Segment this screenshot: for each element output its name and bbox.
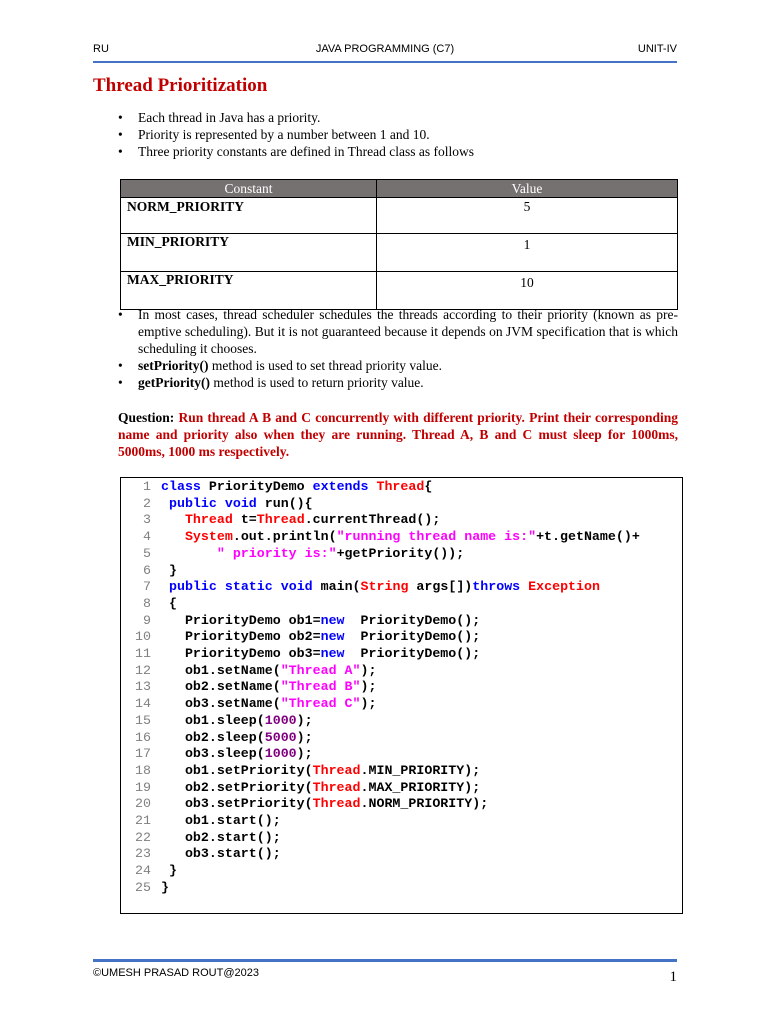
question-label: Question: — [118, 410, 175, 425]
code-token: public — [168, 579, 217, 595]
code-line-number: 20 — [135, 796, 151, 812]
code-line — [161, 713, 313, 728]
code-line — [161, 846, 281, 861]
code-line — [161, 863, 177, 878]
code-token: ); — [360, 662, 377, 678]
code-token: .NORM_PRIORITY); — [360, 796, 489, 812]
code-line-number: 7 — [143, 579, 151, 595]
code-token — [161, 496, 169, 511]
code-line-number: 18 — [135, 762, 151, 778]
code-token: 1000 — [264, 712, 297, 728]
code-token: String — [360, 579, 409, 595]
code-line — [161, 646, 480, 661]
list-item: • In most cases, thread scheduler schedules the threads according to their priority (known as pre-emptive scheduling). But it is not guaranteed because it depends on JVM specification that is which scheduling it chooses. — [118, 306, 678, 357]
code-line-number: 15 — [135, 712, 151, 728]
code-token: ); — [360, 679, 377, 695]
code-token: ob1.sleep( — [161, 712, 265, 728]
code-token: "Thread C" — [280, 696, 361, 712]
code-token: { — [161, 595, 177, 611]
code-line-number: 23 — [135, 846, 151, 862]
value-cell: 5 — [377, 198, 678, 234]
code-token: new — [320, 629, 345, 645]
code-token — [161, 579, 169, 594]
code-token: throws — [472, 579, 521, 595]
code-token: +getPriority()); — [336, 545, 465, 561]
code-token: ob1.setPriority( — [161, 762, 313, 778]
code-token: ob2.start(); — [161, 829, 281, 845]
code-line-number: 17 — [135, 746, 151, 762]
code-token: new — [320, 646, 345, 661]
column-header-constant: Constant — [121, 180, 377, 198]
code-line-number: 8 — [143, 595, 151, 611]
code-token: .currentThread(); — [304, 512, 441, 528]
header-right: UNIT-IV — [637, 43, 677, 55]
constant-cell: MAX_PRIORITY — [121, 272, 377, 310]
code-token: { — [424, 479, 433, 494]
code-token — [161, 512, 185, 527]
code-token: class — [161, 479, 201, 494]
intro-bullet-list — [118, 109, 678, 160]
table-header-row — [121, 180, 678, 198]
code-token: } — [161, 562, 177, 578]
notes-bullet-list — [118, 306, 678, 391]
code-token: PriorityDemo ob2= — [161, 629, 321, 645]
code-line — [161, 596, 177, 611]
code-token: +t.getName()+ — [536, 529, 640, 545]
code-line — [161, 496, 313, 511]
code-token: PriorityDemo(); — [344, 629, 481, 645]
code-token: ob3.setName( — [161, 696, 281, 712]
code-line-number: 4 — [143, 529, 151, 545]
code-line — [161, 613, 480, 628]
code-line-number: 3 — [143, 512, 151, 528]
code-token: PriorityDemo — [200, 479, 313, 494]
code-token: ob3.sleep( — [161, 746, 265, 762]
code-token: new — [320, 612, 345, 628]
code-token: ob1.setName( — [161, 662, 281, 678]
code-token: ); — [296, 729, 313, 745]
code-token: 5000 — [264, 729, 297, 745]
code-line — [161, 529, 640, 544]
page-title: Thread Prioritization — [93, 75, 268, 96]
code-line-number: 24 — [135, 863, 151, 879]
code-line — [161, 512, 440, 527]
code-token: ob2.setPriority( — [161, 779, 313, 795]
code-token: extends — [312, 479, 369, 494]
code-line — [161, 563, 177, 578]
code-line — [161, 696, 376, 711]
code-token: PriorityDemo ob1= — [161, 612, 321, 628]
constant-cell: MIN_PRIORITY — [121, 234, 377, 272]
footer-copyright: ©UMESH PRASAD ROUT@2023 — [93, 967, 259, 979]
code-token: ob2.sleep( — [161, 729, 265, 745]
code-token: Thread — [376, 479, 425, 494]
question-text: Run thread A B and C concurrently with different priority. Print their corresponding name and priority also when they are running. Thread A, B and C must sleep for 1000ms, 5000ms, 1000 ms respectively. — [118, 410, 679, 459]
code-line — [161, 479, 432, 494]
code-line-number: 14 — [135, 696, 151, 712]
code-token: "Thread A" — [280, 662, 361, 678]
header-center: JAVA PROGRAMMING (C7) — [315, 43, 455, 55]
code-token — [520, 579, 528, 594]
code-token: t= — [232, 512, 257, 528]
code-token: .MIN_PRIORITY); — [360, 762, 481, 778]
list-item — [118, 374, 678, 391]
list-item: • Each thread in Java has a priority. — [118, 109, 678, 126]
code-token: ob3.start(); — [161, 846, 281, 862]
code-token: .out.println( — [232, 529, 337, 545]
code-line-number: 13 — [135, 679, 151, 695]
code-line — [161, 796, 488, 811]
code-token: ob2.setName( — [161, 679, 281, 695]
code-token — [161, 529, 185, 544]
code-token: args[]) — [408, 579, 473, 595]
code-token — [273, 579, 281, 594]
code-token: run(){ — [256, 495, 313, 511]
header-rule — [93, 61, 677, 63]
code-token — [217, 579, 225, 594]
code-token: void — [280, 579, 313, 595]
code-line-number: 5 — [143, 545, 151, 561]
code-line-number: 11 — [135, 646, 151, 661]
value-cell: 10 — [377, 272, 678, 310]
code-line — [161, 579, 600, 594]
code-line — [161, 546, 464, 561]
code-token: ); — [296, 712, 313, 728]
code-token: ob1.start(); — [161, 813, 281, 828]
code-line-number: 21 — [135, 813, 151, 828]
code-line-number: 1 — [143, 479, 151, 494]
page-number: 1 — [669, 969, 677, 985]
code-token: 1000 — [264, 746, 297, 762]
code-token: public — [168, 495, 217, 511]
code-line-number: 22 — [135, 829, 151, 845]
code-line — [161, 830, 281, 845]
code-token: ); — [360, 696, 377, 712]
code-line — [161, 730, 313, 745]
question-block — [118, 409, 678, 460]
method-name: setPriority() — [138, 358, 209, 373]
code-token: " priority is:" — [216, 545, 337, 561]
code-line — [161, 629, 480, 644]
code-token: "running thread name is:" — [336, 529, 537, 545]
value-cell: 1 — [377, 234, 678, 272]
code-line-number: 2 — [143, 495, 151, 511]
code-token — [217, 496, 225, 511]
code-line-number: 16 — [135, 729, 151, 745]
method-description: method is used to set thread priority value. — [208, 358, 443, 373]
code-line-number: 12 — [135, 662, 151, 678]
constant-cell: NORM_PRIORITY — [121, 198, 377, 234]
code-listing — [120, 477, 683, 914]
table-row — [121, 234, 678, 272]
code-token: ob3.setPriority( — [161, 796, 313, 812]
code-line-number: 10 — [135, 629, 151, 645]
table-row — [121, 272, 678, 310]
code-line — [161, 663, 376, 678]
code-token: main( — [312, 579, 361, 595]
code-token: Thread — [256, 512, 305, 528]
code-token: Thread — [312, 796, 361, 812]
code-token: PriorityDemo(); — [344, 646, 481, 661]
code-line — [161, 780, 480, 795]
code-token: PriorityDemo ob3= — [161, 646, 321, 661]
code-line-number: 9 — [143, 612, 151, 628]
code-token: } — [161, 879, 169, 895]
code-line — [161, 880, 169, 895]
code-token: } — [161, 863, 177, 879]
code-line-number: 19 — [135, 779, 151, 795]
page-footer — [93, 967, 677, 985]
code-token: static — [224, 579, 273, 595]
code-line — [161, 746, 313, 761]
code-line — [161, 813, 281, 828]
code-token: Exception — [528, 579, 600, 595]
code-line — [161, 679, 376, 694]
code-token: System — [184, 529, 233, 545]
code-token: Thread — [184, 512, 233, 528]
code-token: "Thread B" — [280, 679, 361, 695]
code-token — [161, 546, 217, 561]
list-item: • Priority is represented by a number between 1 and 10. — [118, 126, 678, 143]
method-description: method is used to return priority value. — [209, 375, 424, 390]
priority-table — [120, 179, 678, 310]
code-token: Thread — [312, 779, 361, 795]
footer-rule — [93, 959, 677, 962]
column-header-value: Value — [377, 180, 678, 198]
code-line-number: 25 — [135, 879, 151, 895]
code-token: Thread — [312, 762, 361, 778]
code-token: PriorityDemo(); — [344, 612, 481, 628]
code-token: void — [224, 495, 257, 511]
list-item — [118, 357, 678, 374]
code-line — [161, 763, 480, 778]
code-token: .MAX_PRIORITY); — [360, 779, 481, 795]
header-left: RU — [93, 43, 109, 55]
code-token: ); — [296, 746, 313, 762]
list-item: • Three priority constants are defined in Thread class as follows — [118, 143, 678, 160]
code-line-number: 6 — [143, 562, 151, 578]
table-row — [121, 198, 678, 234]
method-name: getPriority() — [138, 375, 210, 390]
